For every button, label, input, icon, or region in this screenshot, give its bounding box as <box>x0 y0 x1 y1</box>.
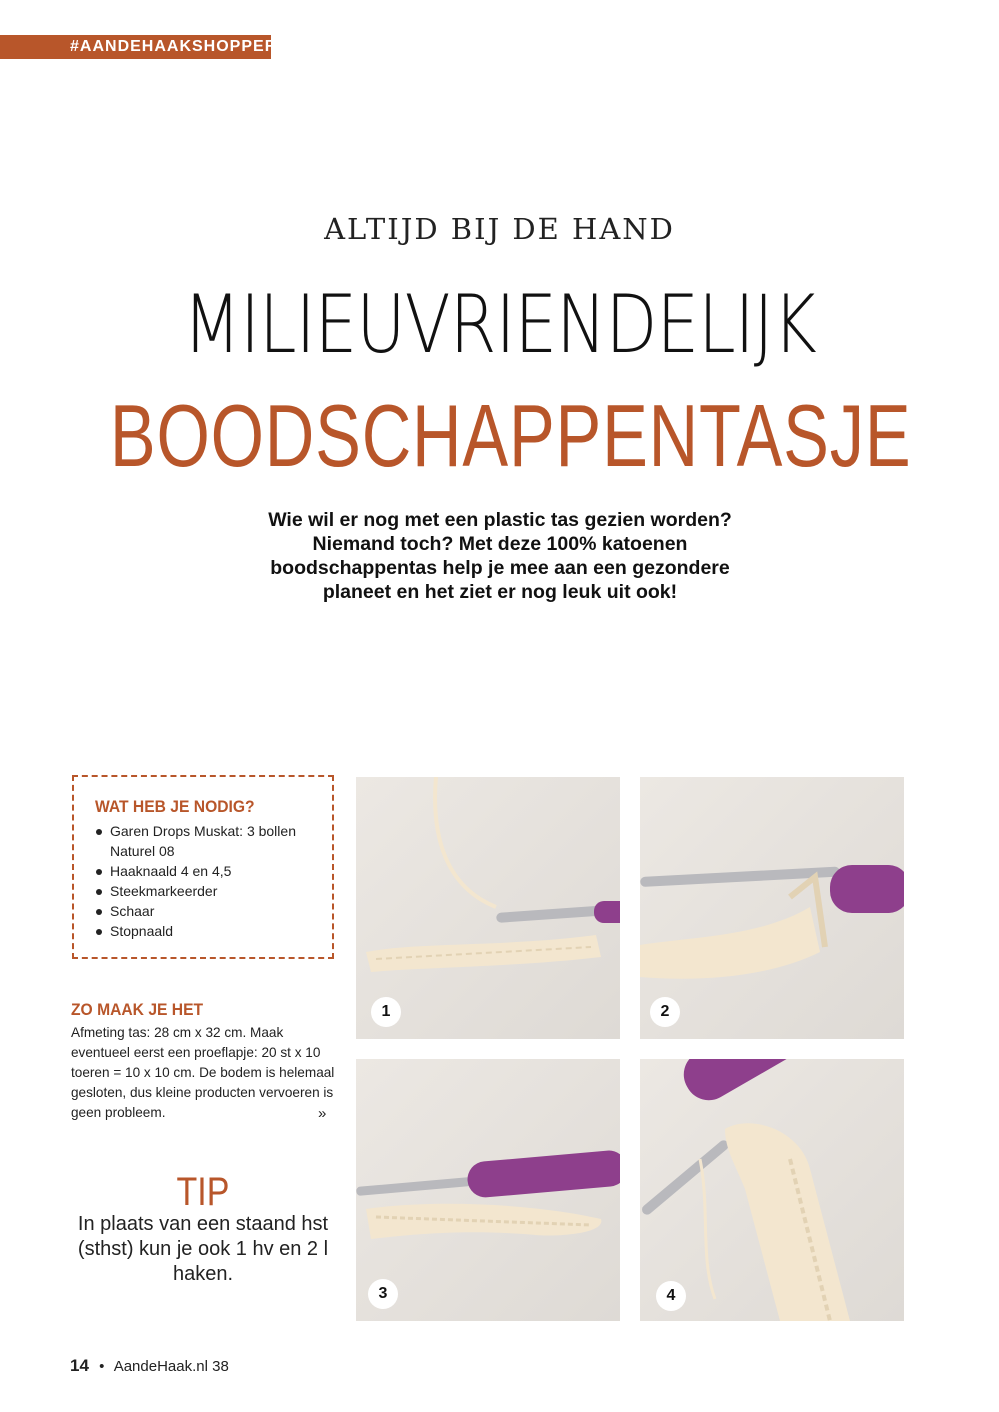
article-kicker: ALTIJD BIJ DE HAND <box>324 212 675 246</box>
article-intro <box>200 508 800 604</box>
materials-heading: WAT HEB JE NODIG? <box>95 797 255 816</box>
step-number-badge: 4 <box>656 1281 686 1311</box>
intro-line: Niemand toch? Met deze 100% katoenen <box>312 533 688 555</box>
instructions-section <box>71 1000 339 1123</box>
crochet-photo-image <box>640 1059 904 1321</box>
materials-box <box>72 775 334 959</box>
step-photo-4 <box>640 1059 904 1321</box>
article-title-line1: MILIEUVRIENDELIJK <box>183 278 816 371</box>
list-item: Garen Drops Muskat: 3 bollen Naturel 08 <box>95 821 322 861</box>
step-number-badge: 1 <box>371 997 401 1027</box>
page-number: 14 <box>70 1356 89 1375</box>
tip-text: In plaats van een staand hst (sthst) kun je ook 1 hv en 2 l haken. <box>77 1213 329 1285</box>
instructions-heading: ZO MAAK JE HET <box>71 1000 204 1019</box>
instructions-text: Afmeting tas: 28 cm x 32 cm. Maak eventueel eerst een proeflapje: 20 st x 10 toeren = 10 x 10 cm. De bodem is helemaal gesloten, dus kleine producten vervoeren is geen probleem. <box>71 1025 335 1120</box>
step-number-badge: 2 <box>650 997 680 1027</box>
step-photo-1 <box>356 777 620 1039</box>
step-photo-2 <box>640 777 904 1039</box>
page-footer <box>70 1356 229 1376</box>
section-tag: #AANDEHAAKSHOPPER <box>0 35 271 59</box>
materials-list <box>95 821 322 941</box>
list-item: Steekmarkeerder <box>95 881 322 901</box>
step-photo-3 <box>356 1059 620 1321</box>
list-item: Haaknaald 4 en 4,5 <box>95 861 322 881</box>
list-item: Stopnaald <box>95 921 322 941</box>
footer-source: AandeHaak.nl 38 <box>113 1358 229 1375</box>
intro-line: Wie wil er nog met een plastic tas gezien worden? <box>268 509 732 531</box>
crochet-photo-image <box>640 777 904 1039</box>
list-item: Schaar <box>95 901 322 921</box>
intro-line: boodschappentas help je mee aan een gezondere <box>270 557 730 579</box>
tip-heading: TIP <box>176 1170 230 1214</box>
step-number-badge: 3 <box>368 1279 398 1309</box>
continue-arrow-icon: » <box>318 1105 327 1122</box>
crochet-photo-image <box>356 1059 620 1321</box>
intro-line: planeet en het ziet er nog leuk uit ook! <box>322 581 678 603</box>
footer-bullet: • <box>99 1358 105 1375</box>
article-title-line2: BOODSCHAPPENTASJE <box>109 386 912 485</box>
